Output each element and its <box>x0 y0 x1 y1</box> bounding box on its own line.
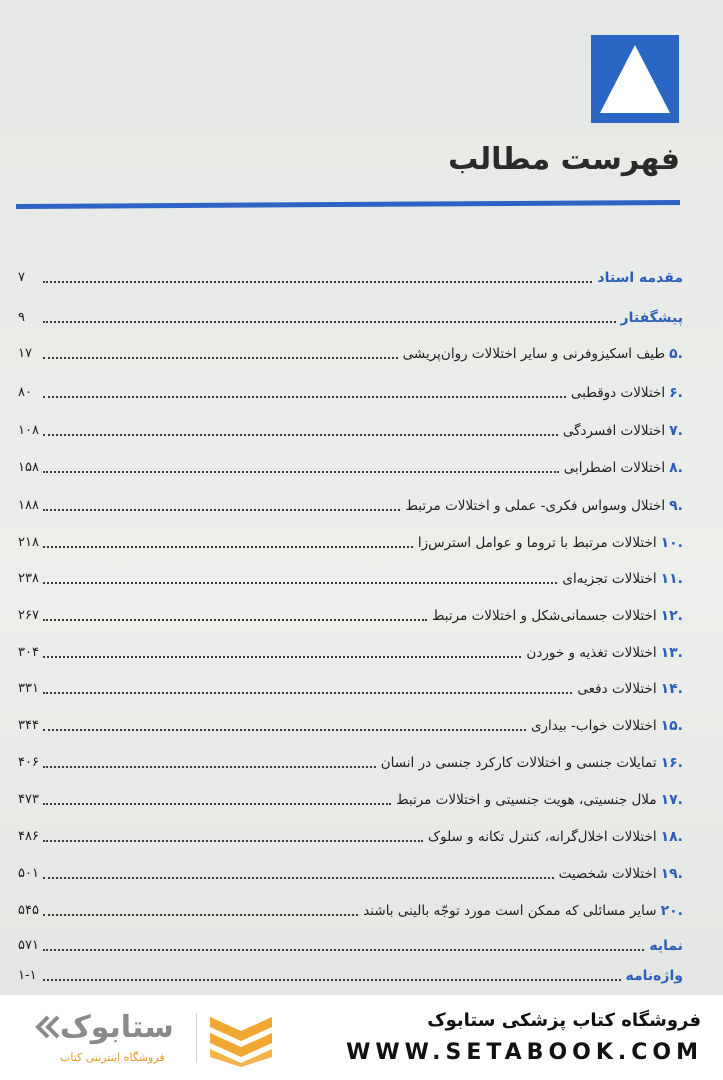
dot-leader <box>43 656 521 658</box>
toc-entry-text: طیف اسکیزوفرنی و سایر اختلالات روان‌پریشی <box>402 346 666 362</box>
banner-divider <box>196 1013 197 1063</box>
toc-entry-text: اختلالات شخصیت <box>558 866 657 882</box>
toc-entry-text: سایر مسائلی که ممکن است مورد توجّه بالینی باشند <box>363 903 657 919</box>
toc-row[interactable] <box>18 891 683 921</box>
toc-page-number: ۴۷۳ <box>18 792 39 807</box>
chapter-number: .۱۷ <box>660 792 683 808</box>
toc-page-number: ۱۵۸ <box>18 460 39 475</box>
toc-entry-title <box>595 268 683 288</box>
chapter-number: .۲۰ <box>660 903 683 919</box>
toc-row[interactable] <box>18 411 683 441</box>
toc-entry-title <box>624 966 684 986</box>
toc-entry-title <box>561 421 683 441</box>
title-divider <box>16 200 680 209</box>
toc-entry-title <box>379 753 683 773</box>
toc-page-number: ۱۸۸ <box>18 498 39 513</box>
dot-leader <box>43 357 398 359</box>
dot-leader <box>43 877 554 879</box>
dot-leader <box>43 914 358 916</box>
toc-entry-title <box>416 533 683 553</box>
dot-leader <box>43 396 566 398</box>
toc-row[interactable] <box>18 743 683 773</box>
toc-entry-title <box>426 827 683 847</box>
chapter-number: .۱۵ <box>660 718 683 734</box>
dot-leader <box>43 692 572 694</box>
toc-row[interactable] <box>18 486 683 516</box>
store-banner <box>0 995 723 1080</box>
toc-entry-title <box>569 383 683 403</box>
toc-entry-text: تمایلات جنسی و اختلالات کارکرد جنسی در انسان <box>380 755 657 771</box>
chapter-number: .۱۸ <box>660 829 683 845</box>
toc-entry-title <box>529 716 683 736</box>
chapter-number: .۱۴ <box>660 681 683 697</box>
toc-page-number: ۴۰۶ <box>18 755 39 770</box>
dot-leader <box>43 546 413 548</box>
dot-leader <box>43 471 559 473</box>
chapter-number: .۱۳ <box>660 645 683 661</box>
chapter-number: .۸ <box>669 460 683 476</box>
dot-leader <box>43 434 558 436</box>
toc-page-number: ۷ <box>18 270 25 285</box>
toc-page-number: ۵۴۵ <box>18 903 39 918</box>
dot-leader <box>43 619 427 621</box>
toc-page-number: ۳۰۴ <box>18 645 39 660</box>
toc-row[interactable] <box>18 334 683 364</box>
chapter-number: .۱۲ <box>660 608 683 624</box>
toc-row[interactable] <box>18 523 683 553</box>
toc-page-number: ۲۳۸ <box>18 571 39 586</box>
toc-entry-text: اختلالات تغذیه و خوردن <box>526 645 657 661</box>
dot-leader <box>43 979 621 981</box>
page-title: فهرست مطالب <box>448 142 680 177</box>
toc-page-number: ۱-۱ <box>18 968 37 983</box>
toc-entry-text: اختلالات افسردگی <box>562 423 666 439</box>
toc-page-number: ۸۰ <box>18 385 32 400</box>
toc-row[interactable] <box>18 706 683 736</box>
toc-row[interactable] <box>18 258 683 288</box>
toc-entry-title <box>560 569 683 589</box>
toc-row[interactable] <box>18 780 683 810</box>
toc-entry-text: ملال جنسیتی، هویت جنسیتی و اختلالات مرتبط <box>396 792 657 808</box>
toc-page-number: ۵۰۱ <box>18 866 39 881</box>
brand-name: ستابوک <box>60 1010 174 1045</box>
toc-entry-text: اختلال وسواس فکری- عملی و اختلالات مرتبط <box>405 498 666 514</box>
toc-row[interactable] <box>18 669 683 699</box>
toc-entry-title <box>361 901 683 921</box>
toc-entry-text: اختلالات اخلال‌گرانه، کنترل تکانه و سلوک <box>428 829 657 845</box>
toc-entry-title <box>619 308 683 328</box>
chapter-number: .۹ <box>669 498 683 514</box>
toc-row[interactable] <box>18 817 683 847</box>
toc-page-number: ۱۰۸ <box>18 423 39 438</box>
toc-entry-title <box>562 458 683 478</box>
toc-entry-text: اختلالات اضطرابی <box>563 460 666 476</box>
toc-page-number: ۲۶۷ <box>18 608 39 623</box>
dot-leader <box>43 582 557 584</box>
toc-row[interactable] <box>18 298 683 328</box>
toc-row[interactable] <box>18 559 683 589</box>
toc-entry-title <box>524 643 683 663</box>
chapter-number: .۱۹ <box>660 866 683 882</box>
toc-entry-title <box>575 679 683 699</box>
toc-entry-text: اختلالات تجزیه‌ای <box>562 571 657 587</box>
dot-leader <box>43 949 644 951</box>
triangle-logo-icon <box>591 35 679 123</box>
dot-leader <box>43 281 592 283</box>
toc-entry-title <box>394 790 683 810</box>
toc-entry-title <box>647 936 683 956</box>
toc-page-number: ۵۷۱ <box>18 938 39 953</box>
toc-row[interactable] <box>18 956 683 986</box>
toc-entry-text: اختلالات مرتبط با تروما و عوامل استرس‌زا <box>417 535 657 551</box>
toc-row[interactable] <box>18 854 683 884</box>
toc-entry-title <box>430 606 683 626</box>
toc-entry-title <box>401 344 683 364</box>
chapter-number: .۱۶ <box>660 755 683 771</box>
toc-row[interactable] <box>18 633 683 663</box>
toc-entry-title <box>557 864 683 884</box>
toc-entry-text: اختلالات دوقطبی <box>570 385 666 401</box>
toc-entry-text: مقدمه استاد <box>597 270 683 286</box>
dot-leader <box>43 803 391 805</box>
chapter-number: .۷ <box>669 423 683 439</box>
store-name: فروشگاه کتاب پزشکی ستابوک <box>427 1010 701 1031</box>
toc-page-number: ۳۳۱ <box>18 681 39 696</box>
toc-page-number: ۳۴۴ <box>18 718 39 733</box>
dot-leader <box>43 766 376 768</box>
dot-leader <box>43 321 616 323</box>
toc-page-number: ۱۷ <box>18 346 32 361</box>
dot-leader <box>43 729 526 731</box>
brand-tagline: فروشگاه اینترنتی کتاب <box>60 1051 165 1064</box>
toc-entry-text: نمایه <box>649 938 683 954</box>
toc-row[interactable] <box>18 596 683 626</box>
toc-page-number: ۴۸۶ <box>18 829 39 844</box>
dot-leader <box>43 509 400 511</box>
toc-entry-title <box>403 496 683 516</box>
toc-row[interactable] <box>18 926 683 956</box>
toc-page-number: ۲۱۸ <box>18 535 39 550</box>
toc-entry-text: اختلالات جسمانی‌شکل و اختلالات مرتبط <box>431 608 657 624</box>
toc-entry-text: اختلالات خواب- بیداری <box>530 718 657 734</box>
store-url[interactable]: WWW.SETABOOK.COM <box>346 1040 703 1065</box>
toc-entry-text: واژه‌نامه <box>625 968 683 984</box>
chapter-number: .۱۰ <box>660 535 683 551</box>
chapter-number: .۱۱ <box>660 571 683 587</box>
toc-entry-text: پیشگفتار <box>620 310 683 326</box>
chapter-number: .۵ <box>669 346 683 362</box>
toc-row[interactable] <box>18 373 683 403</box>
chapter-number: .۶ <box>669 385 683 401</box>
dot-leader <box>43 840 423 842</box>
toc-row[interactable] <box>18 448 683 478</box>
toc-entry-text: اختلالات دفعی <box>577 681 657 697</box>
chevron-stack-icon <box>206 1013 276 1067</box>
toc-page-number: ۹ <box>18 310 25 325</box>
double-chevron-icon <box>35 1013 61 1041</box>
